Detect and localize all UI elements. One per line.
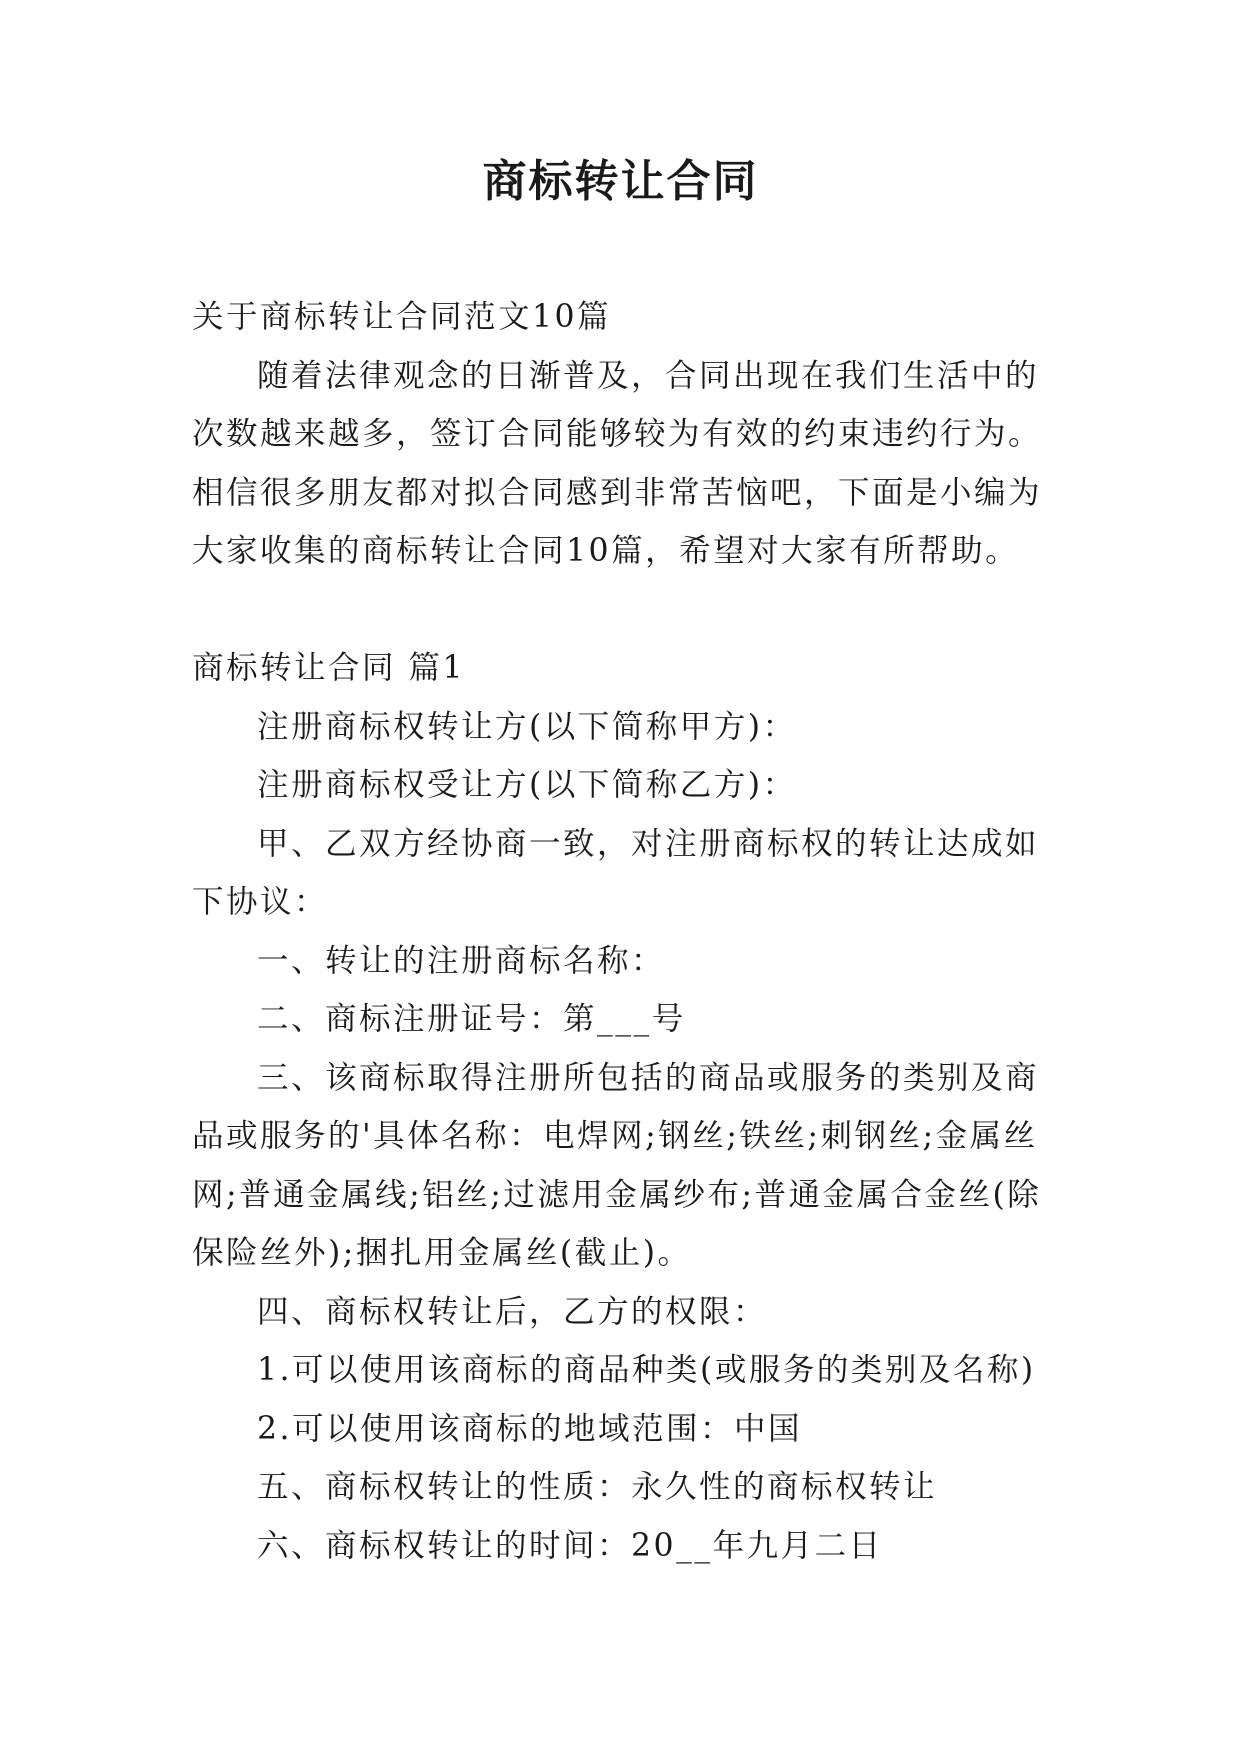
document-title: 商标转让合同 [482, 156, 759, 207]
clause-4: 四、商标权转让后，乙方的权限： [257, 1293, 768, 1330]
agreement-paragraph: 甲、乙双方经协商一致，对注册商标权的转让达成如下协议： [192, 825, 1040, 920]
clause-3: 三、该商标取得注册所包括的商品或服务的类别及商品或服务的'具体名称：电焊网;钢丝;铁丝;刺钢丝;金属丝网;普通金属线;铝丝;过滤用金属纱布;普通金属合金丝(除保险丝外);捆扎用金属丝(截止)。 [192, 1059, 1042, 1271]
clause-6: 六、商标权转让的时间：20__年九月二日 [257, 1527, 883, 1564]
clause-2: 二、商标注册证号：第___号 [257, 1001, 686, 1037]
section-heading: 商标转让合同 篇1 [192, 650, 466, 686]
clause-4-item-2: 2.可以使用该商标的地域范围：中国 [257, 1410, 803, 1447]
clause-1: 一、转让的注册商标名称： [257, 942, 666, 979]
clause-4-item-1: 1.可以使用该商标的商品种类(或服务的类别及名称) [257, 1352, 1036, 1388]
document-body [192, 288, 1058, 1575]
intro-paragraph: 随着法律观念的日渐普及，合同出现在我们生活中的次数越来越多，签订合同能够较为有效的约束违约行为。相信很多朋友都对拟合同感到非常苦恼吧，下面是小编为大家收集的商标转让合同10篇，希望对大家有所帮助。 [192, 357, 1043, 569]
paragraph-spacer [192, 581, 1058, 640]
transferor-line: 注册商标权转让方(以下简称甲方)： [257, 708, 797, 745]
clause-5: 五、商标权转让的性质：永久性的商标权转让 [257, 1469, 938, 1505]
transferee-line: 注册商标权受让方(以下简称乙方)： [257, 767, 797, 803]
document-subtitle: 关于商标转让合同范文10篇 [192, 299, 612, 335]
